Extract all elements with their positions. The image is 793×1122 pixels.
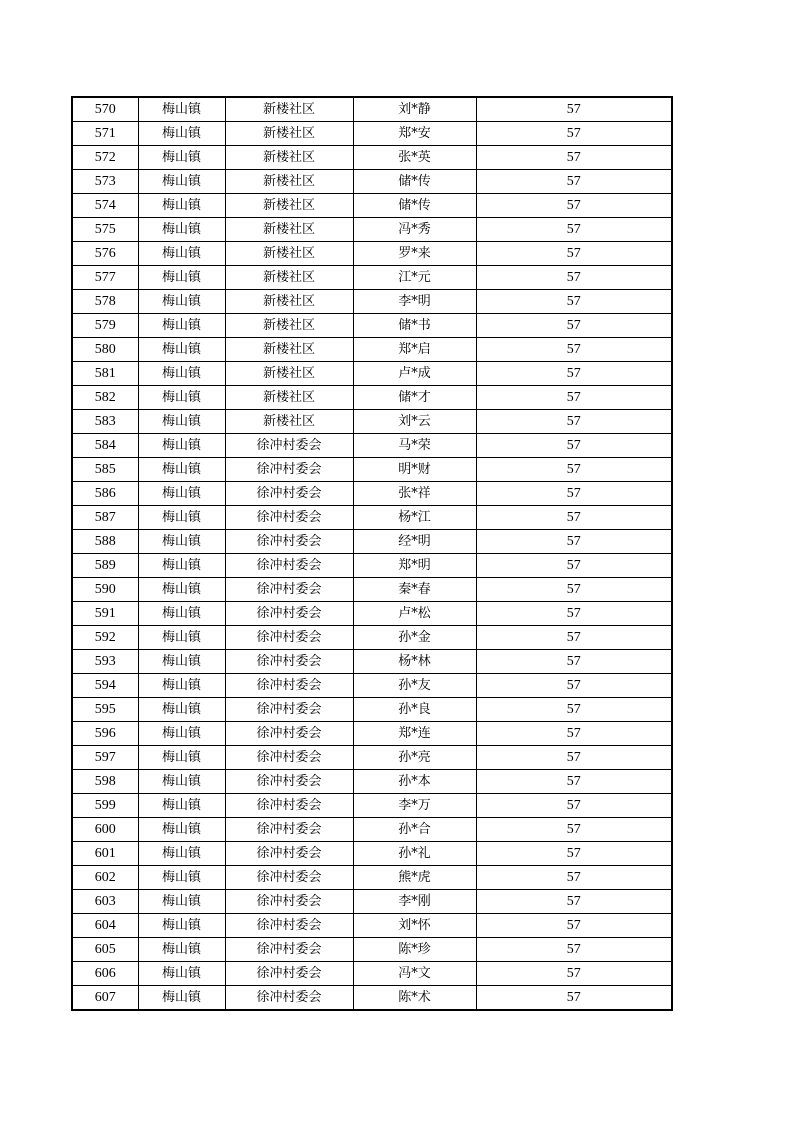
person-name-cell: 李*刚 bbox=[353, 890, 476, 914]
score-cell: 57 bbox=[476, 482, 672, 506]
score-cell: 57 bbox=[476, 242, 672, 266]
village-cell: 新楼社区 bbox=[225, 362, 353, 386]
table-row bbox=[72, 674, 672, 698]
person-name-cell: 孙*本 bbox=[353, 770, 476, 794]
person-name-cell: 熊*虎 bbox=[353, 866, 476, 890]
person-name-cell: 秦*春 bbox=[353, 578, 476, 602]
person-name-cell: 陈*术 bbox=[353, 986, 476, 1011]
score-cell: 57 bbox=[476, 890, 672, 914]
table-row bbox=[72, 578, 672, 602]
person-name-cell: 马*荣 bbox=[353, 434, 476, 458]
roster-table bbox=[71, 96, 673, 1011]
town-cell: 梅山镇 bbox=[138, 650, 225, 674]
village-cell: 徐冲村委会 bbox=[225, 626, 353, 650]
town-cell: 梅山镇 bbox=[138, 986, 225, 1011]
table-row bbox=[72, 554, 672, 578]
person-name-cell: 孙*良 bbox=[353, 698, 476, 722]
village-cell: 徐冲村委会 bbox=[225, 938, 353, 962]
table-row bbox=[72, 698, 672, 722]
row-number-cell: 591 bbox=[72, 602, 138, 626]
table-row bbox=[72, 602, 672, 626]
row-number-cell: 584 bbox=[72, 434, 138, 458]
table-row bbox=[72, 914, 672, 938]
score-cell: 57 bbox=[476, 122, 672, 146]
person-name-cell: 刘*静 bbox=[353, 97, 476, 122]
score-cell: 57 bbox=[476, 290, 672, 314]
row-number-cell: 590 bbox=[72, 578, 138, 602]
town-cell: 梅山镇 bbox=[138, 218, 225, 242]
village-cell: 新楼社区 bbox=[225, 146, 353, 170]
village-cell: 新楼社区 bbox=[225, 338, 353, 362]
person-name-cell: 卢*成 bbox=[353, 362, 476, 386]
score-cell: 57 bbox=[476, 986, 672, 1011]
village-cell: 新楼社区 bbox=[225, 266, 353, 290]
score-cell: 57 bbox=[476, 170, 672, 194]
score-cell: 57 bbox=[476, 554, 672, 578]
village-cell: 新楼社区 bbox=[225, 242, 353, 266]
table-row bbox=[72, 482, 672, 506]
row-number-cell: 601 bbox=[72, 842, 138, 866]
row-number-cell: 592 bbox=[72, 626, 138, 650]
town-cell: 梅山镇 bbox=[138, 506, 225, 530]
score-cell: 57 bbox=[476, 434, 672, 458]
town-cell: 梅山镇 bbox=[138, 602, 225, 626]
row-number-cell: 578 bbox=[72, 290, 138, 314]
row-number-cell: 583 bbox=[72, 410, 138, 434]
town-cell: 梅山镇 bbox=[138, 938, 225, 962]
village-cell: 徐冲村委会 bbox=[225, 506, 353, 530]
town-cell: 梅山镇 bbox=[138, 746, 225, 770]
score-cell: 57 bbox=[476, 914, 672, 938]
table-row bbox=[72, 362, 672, 386]
town-cell: 梅山镇 bbox=[138, 794, 225, 818]
row-number-cell: 605 bbox=[72, 938, 138, 962]
person-name-cell: 郑*安 bbox=[353, 122, 476, 146]
person-name-cell: 杨*林 bbox=[353, 650, 476, 674]
score-cell: 57 bbox=[476, 338, 672, 362]
score-cell: 57 bbox=[476, 842, 672, 866]
person-name-cell: 罗*来 bbox=[353, 242, 476, 266]
score-cell: 57 bbox=[476, 194, 672, 218]
village-cell: 徐冲村委会 bbox=[225, 602, 353, 626]
row-number-cell: 574 bbox=[72, 194, 138, 218]
person-name-cell: 李*万 bbox=[353, 794, 476, 818]
town-cell: 梅山镇 bbox=[138, 170, 225, 194]
town-cell: 梅山镇 bbox=[138, 314, 225, 338]
village-cell: 徐冲村委会 bbox=[225, 962, 353, 986]
village-cell: 徐冲村委会 bbox=[225, 650, 353, 674]
score-cell: 57 bbox=[476, 410, 672, 434]
row-number-cell: 599 bbox=[72, 794, 138, 818]
town-cell: 梅山镇 bbox=[138, 290, 225, 314]
village-cell: 徐冲村委会 bbox=[225, 530, 353, 554]
person-name-cell: 江*元 bbox=[353, 266, 476, 290]
village-cell: 徐冲村委会 bbox=[225, 482, 353, 506]
score-cell: 57 bbox=[476, 362, 672, 386]
table-row bbox=[72, 386, 672, 410]
village-cell: 徐冲村委会 bbox=[225, 818, 353, 842]
person-name-cell: 刘*怀 bbox=[353, 914, 476, 938]
town-cell: 梅山镇 bbox=[138, 626, 225, 650]
row-number-cell: 587 bbox=[72, 506, 138, 530]
town-cell: 梅山镇 bbox=[138, 194, 225, 218]
person-name-cell: 明*财 bbox=[353, 458, 476, 482]
score-cell: 57 bbox=[476, 314, 672, 338]
village-cell: 新楼社区 bbox=[225, 410, 353, 434]
table-row bbox=[72, 530, 672, 554]
person-name-cell: 储*传 bbox=[353, 194, 476, 218]
table-row bbox=[72, 170, 672, 194]
table-row bbox=[72, 986, 672, 1011]
village-cell: 徐冲村委会 bbox=[225, 746, 353, 770]
town-cell: 梅山镇 bbox=[138, 458, 225, 482]
table-row bbox=[72, 506, 672, 530]
town-cell: 梅山镇 bbox=[138, 722, 225, 746]
town-cell: 梅山镇 bbox=[138, 146, 225, 170]
row-number-cell: 582 bbox=[72, 386, 138, 410]
table-row bbox=[72, 434, 672, 458]
town-cell: 梅山镇 bbox=[138, 914, 225, 938]
row-number-cell: 603 bbox=[72, 890, 138, 914]
person-name-cell: 孙*亮 bbox=[353, 746, 476, 770]
village-cell: 徐冲村委会 bbox=[225, 842, 353, 866]
village-cell: 徐冲村委会 bbox=[225, 674, 353, 698]
row-number-cell: 596 bbox=[72, 722, 138, 746]
person-name-cell: 冯*秀 bbox=[353, 218, 476, 242]
row-number-cell: 581 bbox=[72, 362, 138, 386]
town-cell: 梅山镇 bbox=[138, 818, 225, 842]
table-row bbox=[72, 842, 672, 866]
row-number-cell: 600 bbox=[72, 818, 138, 842]
score-cell: 57 bbox=[476, 674, 672, 698]
score-cell: 57 bbox=[476, 626, 672, 650]
village-cell: 徐冲村委会 bbox=[225, 866, 353, 890]
village-cell: 新楼社区 bbox=[225, 97, 353, 122]
person-name-cell: 储*才 bbox=[353, 386, 476, 410]
row-number-cell: 585 bbox=[72, 458, 138, 482]
town-cell: 梅山镇 bbox=[138, 338, 225, 362]
town-cell: 梅山镇 bbox=[138, 554, 225, 578]
village-cell: 新楼社区 bbox=[225, 290, 353, 314]
person-name-cell: 郑*启 bbox=[353, 338, 476, 362]
person-name-cell: 郑*连 bbox=[353, 722, 476, 746]
town-cell: 梅山镇 bbox=[138, 482, 225, 506]
person-name-cell: 孙*合 bbox=[353, 818, 476, 842]
village-cell: 徐冲村委会 bbox=[225, 770, 353, 794]
town-cell: 梅山镇 bbox=[138, 530, 225, 554]
score-cell: 57 bbox=[476, 650, 672, 674]
score-cell: 57 bbox=[476, 530, 672, 554]
table-row bbox=[72, 890, 672, 914]
town-cell: 梅山镇 bbox=[138, 770, 225, 794]
row-number-cell: 602 bbox=[72, 866, 138, 890]
table-row bbox=[72, 218, 672, 242]
row-number-cell: 589 bbox=[72, 554, 138, 578]
village-cell: 徐冲村委会 bbox=[225, 914, 353, 938]
row-number-cell: 586 bbox=[72, 482, 138, 506]
score-cell: 57 bbox=[476, 506, 672, 530]
town-cell: 梅山镇 bbox=[138, 97, 225, 122]
village-cell: 徐冲村委会 bbox=[225, 554, 353, 578]
score-cell: 57 bbox=[476, 938, 672, 962]
person-name-cell: 孙*金 bbox=[353, 626, 476, 650]
person-name-cell: 储*传 bbox=[353, 170, 476, 194]
town-cell: 梅山镇 bbox=[138, 362, 225, 386]
village-cell: 新楼社区 bbox=[225, 218, 353, 242]
row-number-cell: 570 bbox=[72, 97, 138, 122]
score-cell: 57 bbox=[476, 218, 672, 242]
row-number-cell: 597 bbox=[72, 746, 138, 770]
row-number-cell: 576 bbox=[72, 242, 138, 266]
row-number-cell: 594 bbox=[72, 674, 138, 698]
table-row bbox=[72, 794, 672, 818]
row-number-cell: 593 bbox=[72, 650, 138, 674]
table-row bbox=[72, 770, 672, 794]
village-cell: 徐冲村委会 bbox=[225, 434, 353, 458]
village-cell: 新楼社区 bbox=[225, 314, 353, 338]
village-cell: 新楼社区 bbox=[225, 386, 353, 410]
row-number-cell: 607 bbox=[72, 986, 138, 1011]
table-row bbox=[72, 290, 672, 314]
town-cell: 梅山镇 bbox=[138, 962, 225, 986]
village-cell: 新楼社区 bbox=[225, 122, 353, 146]
person-name-cell: 孙*友 bbox=[353, 674, 476, 698]
table-row bbox=[72, 746, 672, 770]
table-row bbox=[72, 938, 672, 962]
row-number-cell: 579 bbox=[72, 314, 138, 338]
village-cell: 徐冲村委会 bbox=[225, 578, 353, 602]
score-cell: 57 bbox=[476, 794, 672, 818]
row-number-cell: 606 bbox=[72, 962, 138, 986]
village-cell: 徐冲村委会 bbox=[225, 722, 353, 746]
table-row bbox=[72, 410, 672, 434]
town-cell: 梅山镇 bbox=[138, 410, 225, 434]
row-number-cell: 595 bbox=[72, 698, 138, 722]
score-cell: 57 bbox=[476, 866, 672, 890]
table-row bbox=[72, 338, 672, 362]
person-name-cell: 经*明 bbox=[353, 530, 476, 554]
village-cell: 新楼社区 bbox=[225, 194, 353, 218]
score-cell: 57 bbox=[476, 266, 672, 290]
table-row bbox=[72, 818, 672, 842]
town-cell: 梅山镇 bbox=[138, 578, 225, 602]
score-cell: 57 bbox=[476, 386, 672, 410]
town-cell: 梅山镇 bbox=[138, 386, 225, 410]
row-number-cell: 575 bbox=[72, 218, 138, 242]
row-number-cell: 572 bbox=[72, 146, 138, 170]
person-name-cell: 刘*云 bbox=[353, 410, 476, 434]
town-cell: 梅山镇 bbox=[138, 890, 225, 914]
table-row bbox=[72, 146, 672, 170]
table-row bbox=[72, 866, 672, 890]
score-cell: 57 bbox=[476, 962, 672, 986]
person-name-cell: 郑*明 bbox=[353, 554, 476, 578]
person-name-cell: 李*明 bbox=[353, 290, 476, 314]
score-cell: 57 bbox=[476, 578, 672, 602]
table-row bbox=[72, 242, 672, 266]
table-row bbox=[72, 458, 672, 482]
table-row bbox=[72, 194, 672, 218]
row-number-cell: 577 bbox=[72, 266, 138, 290]
row-number-cell: 571 bbox=[72, 122, 138, 146]
person-name-cell: 孙*礼 bbox=[353, 842, 476, 866]
town-cell: 梅山镇 bbox=[138, 242, 225, 266]
row-number-cell: 580 bbox=[72, 338, 138, 362]
table-row bbox=[72, 97, 672, 122]
score-cell: 57 bbox=[476, 698, 672, 722]
score-cell: 57 bbox=[476, 722, 672, 746]
table-row bbox=[72, 266, 672, 290]
person-name-cell: 杨*江 bbox=[353, 506, 476, 530]
table-row bbox=[72, 962, 672, 986]
score-cell: 57 bbox=[476, 97, 672, 122]
table-row bbox=[72, 314, 672, 338]
table-row bbox=[72, 122, 672, 146]
table-row bbox=[72, 650, 672, 674]
town-cell: 梅山镇 bbox=[138, 434, 225, 458]
town-cell: 梅山镇 bbox=[138, 866, 225, 890]
row-number-cell: 573 bbox=[72, 170, 138, 194]
score-cell: 57 bbox=[476, 818, 672, 842]
person-name-cell: 陈*珍 bbox=[353, 938, 476, 962]
person-name-cell: 张*英 bbox=[353, 146, 476, 170]
person-name-cell: 储*书 bbox=[353, 314, 476, 338]
village-cell: 徐冲村委会 bbox=[225, 890, 353, 914]
score-cell: 57 bbox=[476, 602, 672, 626]
town-cell: 梅山镇 bbox=[138, 122, 225, 146]
town-cell: 梅山镇 bbox=[138, 674, 225, 698]
village-cell: 徐冲村委会 bbox=[225, 458, 353, 482]
row-number-cell: 604 bbox=[72, 914, 138, 938]
score-cell: 57 bbox=[476, 146, 672, 170]
person-name-cell: 张*祥 bbox=[353, 482, 476, 506]
town-cell: 梅山镇 bbox=[138, 842, 225, 866]
row-number-cell: 588 bbox=[72, 530, 138, 554]
town-cell: 梅山镇 bbox=[138, 698, 225, 722]
village-cell: 徐冲村委会 bbox=[225, 698, 353, 722]
town-cell: 梅山镇 bbox=[138, 266, 225, 290]
roster-table-body bbox=[72, 97, 672, 1010]
village-cell: 徐冲村委会 bbox=[225, 794, 353, 818]
person-name-cell: 卢*松 bbox=[353, 602, 476, 626]
table-row bbox=[72, 722, 672, 746]
row-number-cell: 598 bbox=[72, 770, 138, 794]
table-row bbox=[72, 626, 672, 650]
village-cell: 徐冲村委会 bbox=[225, 986, 353, 1011]
score-cell: 57 bbox=[476, 746, 672, 770]
score-cell: 57 bbox=[476, 770, 672, 794]
person-name-cell: 冯*文 bbox=[353, 962, 476, 986]
village-cell: 新楼社区 bbox=[225, 170, 353, 194]
score-cell: 57 bbox=[476, 458, 672, 482]
